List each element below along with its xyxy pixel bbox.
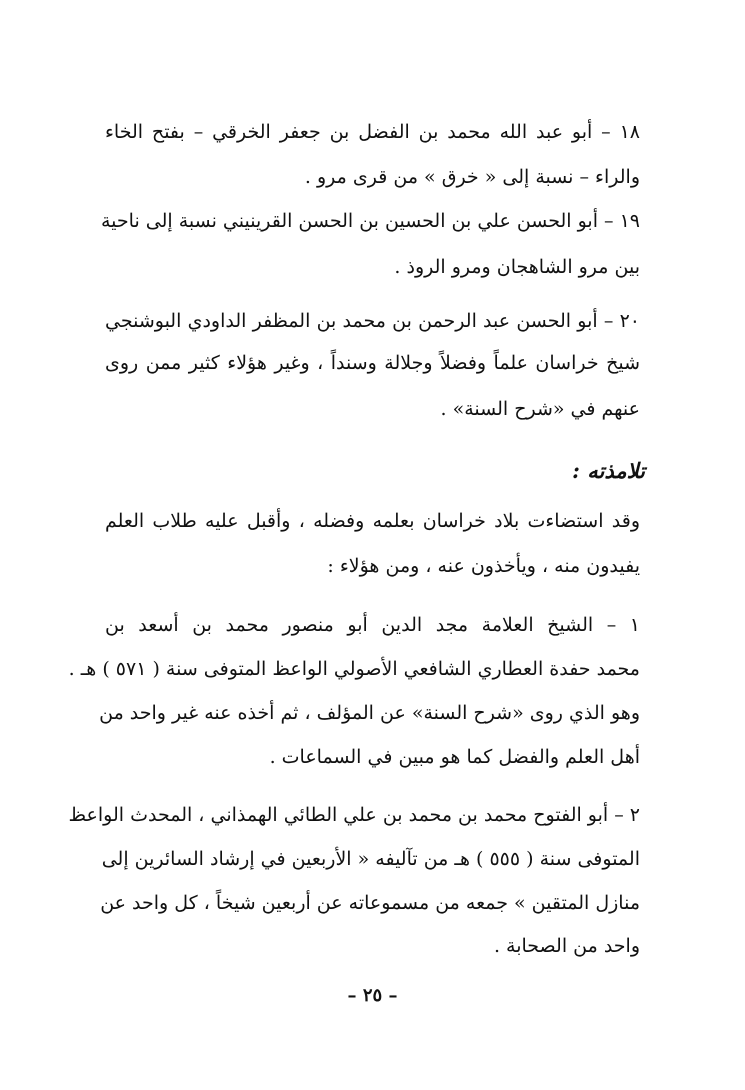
student-2-line-3: منازل المتقين » جمعه من مسموعاته عن أربعين شيخاً ، كل واحد عن bbox=[100, 892, 640, 914]
paragraph-20-line-2: شيخ خراسان علماً وفضلاً وجلالة وسنداً ، وغير هؤلاء كثير ممن روى bbox=[105, 352, 640, 374]
student-1-line-1: ١ – الشيخ العلامة مجد الدين أبو منصور محمد بن أسعد بن bbox=[105, 614, 640, 636]
paragraph-19-line-1: ١٩ – أبو الحسن علي بن الحسين بن الحسن القرينيني نسبة إلى ناحية bbox=[100, 210, 640, 232]
student-1-line-2: محمد حفدة العطاري الشافعي الأصولي الواعظ المتوفى سنة ( ٥٧١ ) هـ . bbox=[68, 658, 640, 680]
paragraph-19-line-2: بين مرو الشاهجان ومرو الروذ . bbox=[394, 256, 640, 278]
section-heading-students: تلامذته : bbox=[572, 458, 645, 483]
intro-line-2: يفيدون منه ، ويأخذون عنه ، ومن هؤلاء : bbox=[327, 555, 640, 577]
paragraph-18-line-1: ١٨ – أبو عبد الله محمد بن الفضل بن جعفر الخرقي – بفتح الخاء bbox=[105, 121, 640, 143]
intro-line-1: وقد استضاءت بلاد خراسان بعلمه وفضله ، وأقبل عليه طلاب العلم bbox=[105, 510, 640, 532]
student-1-line-4: أهل العلم والفضل كما هو مبين في السماعات . bbox=[269, 746, 640, 768]
student-1-line-3: وهو الذي روى «شرح السنة» عن المؤلف ، ثم أخذه عنه غير واحد من bbox=[99, 702, 640, 724]
student-2-line-4: واحد من الصحابة . bbox=[493, 935, 640, 957]
paragraph-18-line-2: والراء – نسبة إلى « خرق » من قرى مرو . bbox=[304, 166, 640, 188]
paragraph-20-line-3: عنهم في «شرح السنة» . bbox=[440, 398, 640, 420]
paragraph-20-line-1: ٢٠ – أبو الحسن عبد الرحمن بن محمد بن المظفر الداودي البوشنجي bbox=[105, 310, 640, 332]
page-number: – ٢٥ – bbox=[347, 985, 398, 1006]
student-2-line-2: المتوفى سنة ( ٥٥٥ ) هـ من تآليفه « الأربعين في إرشاد السائرين إلى bbox=[101, 848, 640, 870]
student-2-line-1: ٢ – أبو الفتوح محمد بن محمد بن علي الطائي الهمذاني ، المحدث الواعظ bbox=[68, 804, 640, 826]
